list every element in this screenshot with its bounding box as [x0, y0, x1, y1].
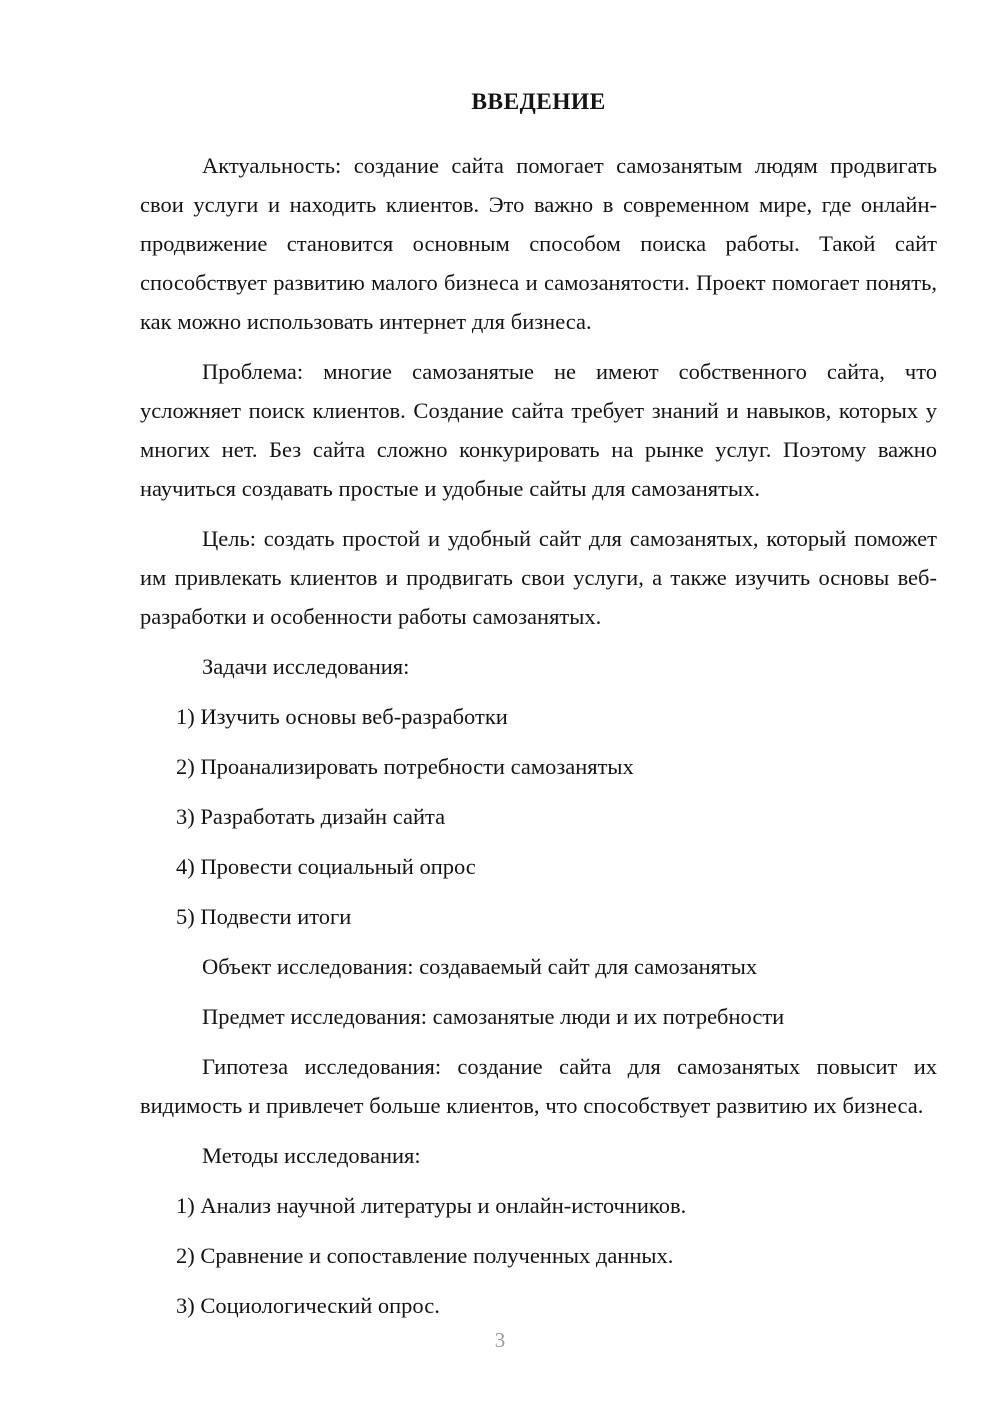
list-item: 3) Разработать дизайн сайта: [176, 804, 446, 830]
research-object: Объект исследования: создаваемый сайт для самозанятых: [202, 954, 758, 980]
document-body: [140, 88, 937, 1336]
tasks-heading: Задачи исследования:: [202, 654, 410, 680]
list-item: 2) Сравнение и сопоставление полученных данных.: [176, 1243, 674, 1269]
paragraph-goal: Цель: создать простой и удобный сайт для самозанятых, который поможет им привлекать клиентов и продвигать свои услуги, а также изучить основы веб-разработки и особенности работы самозанятых.: [140, 526, 937, 630]
list-item: 1) Анализ научной литературы и онлайн-источников.: [176, 1193, 687, 1219]
page-title: ВВЕДЕНИЕ: [471, 89, 606, 115]
methods-heading: Методы исследования:: [202, 1143, 421, 1169]
methods-list: [140, 1186, 937, 1325]
page-number: 3: [494, 1328, 506, 1352]
paragraph-problem: Проблема: многие самозанятые не имеют собственного сайта, что усложняет поиск клиентов. Создание сайта требует знаний и навыков, которых у многих нет. Без сайта сложно конкурировать на рынке услуг. Поэтому важно научиться создавать простые и удобные сайты для самозанятых.: [140, 359, 937, 502]
research-subject: Предмет исследования: самозанятые люди и их потребности: [202, 1004, 785, 1030]
list-item: 4) Провести социальный опрос: [176, 854, 476, 880]
list-item: 3) Социологический опрос.: [176, 1293, 440, 1319]
list-item: 2) Проанализировать потребности самозанятых: [176, 754, 634, 780]
paragraph-hypothesis: Гипотеза исследования: создание сайта для самозанятых повысит их видимость и привлечет больше клиентов, что способствует развитию их бизнеса.: [140, 1054, 937, 1119]
list-item: 5) Подвести итоги: [176, 904, 352, 930]
paragraph-relevance: Актуальность: создание сайта помогает самозанятым людям продвигать свои услуги и находить клиентов. Это важно в современном мире, где онлайн-продвижение становится основным способом поиска работы. Такой сайт способствует развитию малого бизнеса и самозанятости. Проект помогает понять, как можно использовать интернет для бизнеса.: [140, 153, 937, 335]
tasks-list: [140, 697, 937, 936]
list-item: 1) Изучить основы веб-разработки: [176, 704, 508, 730]
